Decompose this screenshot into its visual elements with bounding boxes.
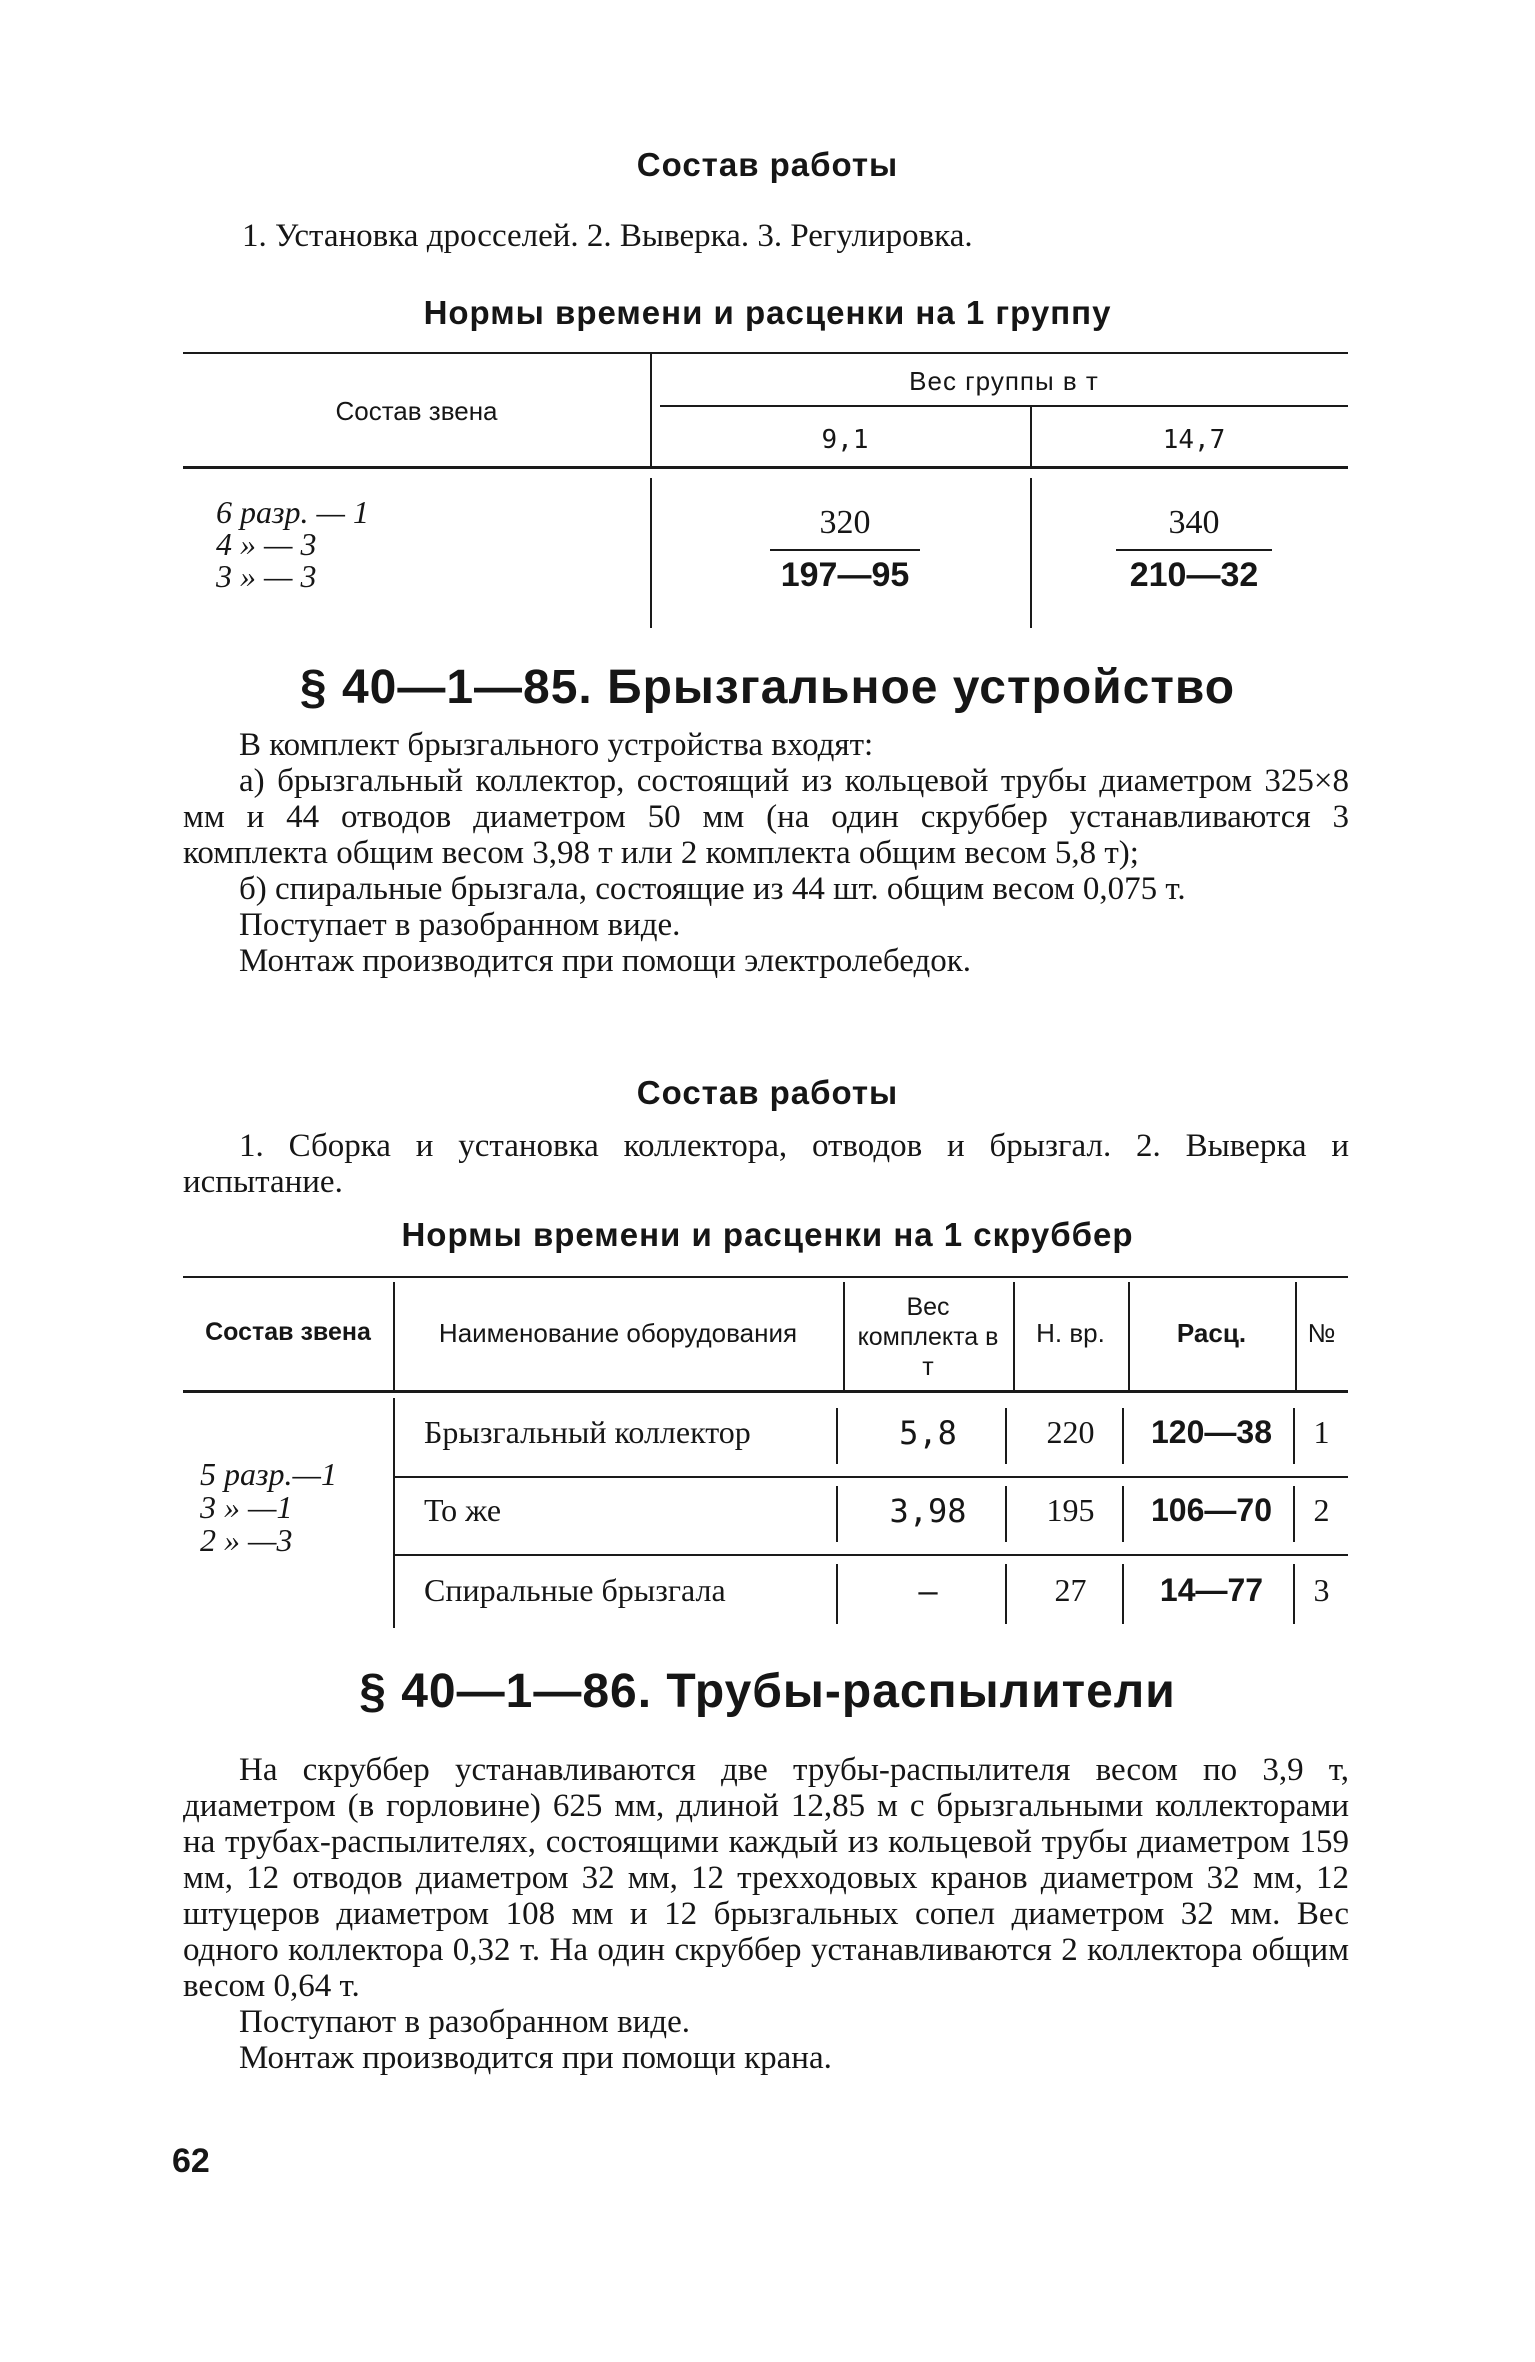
section85-text bbox=[183, 727, 1349, 979]
norms-heading: Нормы времени и расценки на 1 группу bbox=[423, 294, 1112, 331]
col-header-rate: Расц. bbox=[1176, 1318, 1247, 1348]
weight-value: 14,7 bbox=[1162, 425, 1226, 455]
table-header-rule bbox=[183, 466, 1348, 469]
equipment-name: Брызгальный коллектор bbox=[424, 1414, 751, 1450]
weight-value: 9,1 bbox=[821, 425, 869, 455]
paragraph: В комплект брызгального устройства входят: bbox=[239, 727, 874, 763]
crew-composition bbox=[216, 496, 369, 592]
col-header-hours: Н. вр. bbox=[1036, 1318, 1105, 1348]
row-rule bbox=[393, 1476, 1348, 1478]
time-norm: 27 bbox=[1054, 1572, 1087, 1608]
cell-divider bbox=[1122, 1486, 1124, 1542]
row-number: 2 bbox=[1313, 1492, 1330, 1528]
table-divider bbox=[1030, 478, 1032, 628]
col-header-equipment: Наименование оборудования bbox=[438, 1318, 798, 1348]
kit-weight: 3,98 bbox=[889, 1492, 967, 1530]
row-number: 1 bbox=[1313, 1414, 1330, 1450]
equipment-name: То же bbox=[424, 1492, 502, 1528]
paragraph: На скруббер устанавливаются две трубы-распылителя весом по 3,9 т, диаметром (в горловине) 625 мм, длиной 12,85 м с брызгальными коллекторами на трубах-распылителях, состоящими каждый из кольцевой трубы диаметром 159 мм, 12 отводов диаметром 32 мм, 12 трехходовых кранов диаметром 32 мм, 12 штуцеров диаметром 108 мм и 12 брызгальных сопел диаметром 32 мм. Вес одного коллектора 0,32 т. На один скруббер устанавливаются 2 коллектора общим весом 0,64 т. bbox=[183, 1752, 1349, 2004]
paragraph: а) брызгальный коллектор, состоящий из кольцевой трубы диаметром 325×8 мм и 44 отводов диаметром 50 мм (на один скруббер устанавливаются 3 комплекта общим весом 3,98 т или 2 комплекта общим весом 5,8 т); bbox=[183, 763, 1349, 871]
section86-text bbox=[183, 1752, 1349, 2076]
crew-line: 5 разр.—1 bbox=[200, 1456, 337, 1492]
fraction-bar bbox=[1116, 549, 1272, 551]
rate-value: 210—32 bbox=[1129, 556, 1259, 594]
work-composition-text: 1. Сборка и установка коллектора, отводов и брызгал. 2. Выверка и испытание. bbox=[183, 1128, 1349, 1200]
rate-value: 14—77 bbox=[1159, 1572, 1264, 1608]
rate-value: 197—95 bbox=[780, 556, 910, 594]
paragraph: Поступает в разобранном виде. bbox=[239, 907, 681, 943]
work-composition-heading: Состав работы bbox=[636, 146, 899, 183]
cell-divider bbox=[1005, 1564, 1007, 1624]
equipment-name: Спиральные брызгала bbox=[424, 1572, 726, 1608]
row-number: 3 bbox=[1313, 1572, 1330, 1608]
col-header-weight: Вес группы в т bbox=[909, 366, 1099, 396]
col-header-crew: Состав звена bbox=[335, 396, 498, 426]
norms-heading: Нормы времени и расценки на 1 скруббер bbox=[401, 1216, 1134, 1253]
kit-weight: 5,8 bbox=[899, 1414, 957, 1452]
row-rule bbox=[393, 1554, 1348, 1556]
paragraph: Монтаж производится при помощи электролебедок. bbox=[239, 943, 972, 979]
time-norm: 195 bbox=[1046, 1492, 1095, 1528]
kit-weight: — bbox=[918, 1572, 938, 1610]
cell-divider bbox=[1005, 1408, 1007, 1464]
section-title-85: § 40—1—85. Брызгальное устройство bbox=[299, 661, 1236, 714]
table-top-rule bbox=[183, 1276, 1348, 1278]
rate-value: 106—70 bbox=[1151, 1492, 1272, 1528]
col-header-no: № bbox=[1307, 1318, 1336, 1348]
paragraph: б) спиральные брызгала, состоящие из 44 шт. общим весом 0,075 т. bbox=[239, 871, 1186, 907]
table-divider bbox=[650, 478, 652, 628]
crew-line: 3 » —1 bbox=[200, 1489, 293, 1525]
norm-value: 340 bbox=[1168, 504, 1220, 541]
crew-line: 4 » — 3 bbox=[216, 526, 317, 562]
table-top-rule bbox=[183, 352, 1348, 354]
crew-line: 3 » — 3 bbox=[216, 558, 317, 594]
col-header-weight: Вес комплекта в т bbox=[857, 1293, 999, 1381]
crew-line: 6 разр. — 1 bbox=[216, 494, 369, 530]
cell-divider bbox=[1122, 1564, 1124, 1624]
norm-value: 320 bbox=[819, 504, 871, 541]
table-divider bbox=[843, 1282, 845, 1390]
rate-value: 120—38 bbox=[1151, 1414, 1272, 1450]
section-title-86: § 40—1—86. Трубы-распылители bbox=[359, 1665, 1176, 1718]
table-subheader-rule bbox=[660, 405, 1348, 407]
table-header-rule bbox=[183, 1390, 1348, 1393]
table-divider bbox=[393, 1398, 395, 1628]
paragraph: Поступают в разобранном виде. bbox=[239, 2004, 690, 2040]
paragraph: Монтаж производится при помощи крана. bbox=[239, 2040, 832, 2076]
cell-divider bbox=[836, 1564, 838, 1624]
work-composition-text: 1. Установка дросселей. 2. Выверка. 3. Регулировка. bbox=[242, 218, 973, 254]
cell-divider bbox=[836, 1486, 838, 1542]
crew-line: 2 » —3 bbox=[200, 1522, 293, 1558]
crew-composition bbox=[200, 1458, 337, 1557]
table-divider bbox=[650, 352, 652, 466]
table-divider bbox=[1030, 405, 1032, 466]
page-number: 62 bbox=[172, 2142, 210, 2180]
cell-divider bbox=[1005, 1486, 1007, 1542]
work-composition-heading: Состав работы bbox=[636, 1074, 899, 1111]
fraction-bar bbox=[770, 549, 920, 551]
cell-divider bbox=[1122, 1408, 1124, 1464]
time-norm: 220 bbox=[1046, 1414, 1095, 1450]
col-header-crew: Состав звена bbox=[205, 1318, 371, 1346]
cell-divider bbox=[836, 1408, 838, 1464]
